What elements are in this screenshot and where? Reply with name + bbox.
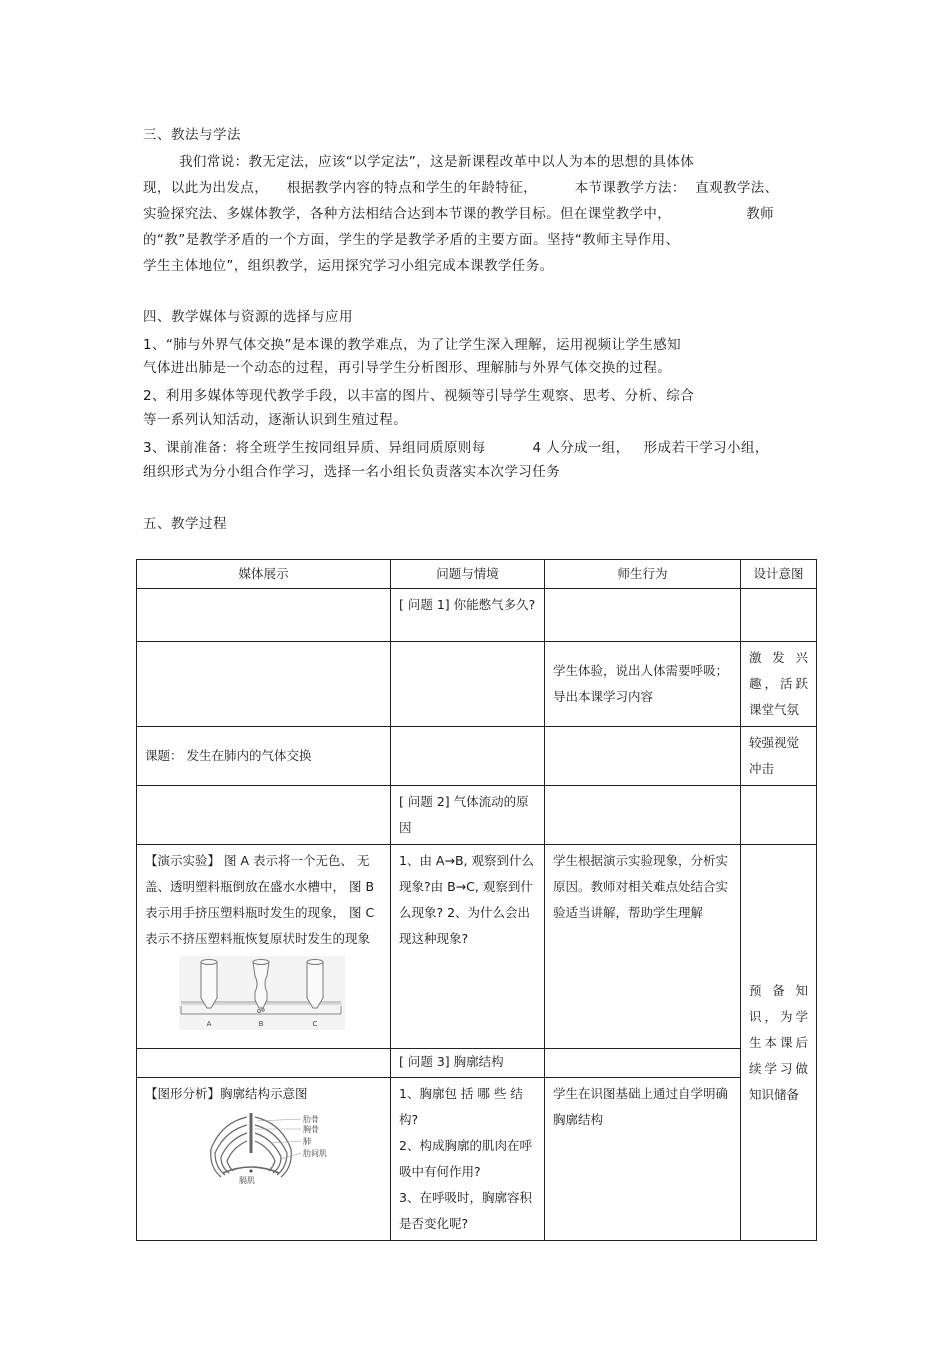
thorax-structure-figure xyxy=(201,1109,341,1185)
bottle-experiment-figure xyxy=(179,956,345,1030)
figure-label-c: C xyxy=(312,1020,318,1028)
thorax-label-rib: 肋骨 xyxy=(303,1115,319,1124)
question-cell: [ 问题 2] 气体流动的原因 xyxy=(391,786,545,845)
section-4-line: 1、“肺与外界气体交换”是本课的教学难点，为了让学生深入理解，运用视频让学生感知 xyxy=(143,337,682,353)
question-line: 2、构成胸廓的肌肉在呼吸中有何作用? xyxy=(399,1138,532,1179)
table-row xyxy=(137,1078,817,1241)
teaching-process-table xyxy=(136,559,817,1241)
table-row xyxy=(137,1049,817,1078)
intent-cell: 较强视觉冲击 xyxy=(741,727,817,786)
action-cell: 学生根据演示实验现象，分析实原因。教师对相关难点处结合实验适当讲解，帮助学生理解 xyxy=(545,845,741,1049)
section-4-line: 组织形式为分小组合作学习，选择一名小组长负责落实本次学习任务 xyxy=(143,464,560,480)
header-intent: 设计意图 xyxy=(741,560,817,589)
section-3-title: 三、教法与学法 xyxy=(143,127,241,143)
media-cell xyxy=(137,1078,391,1241)
action-cell: 学生在识图基础上通过自学明确胸廓结构 xyxy=(545,1078,741,1241)
table-row xyxy=(137,845,817,1049)
figure-label-a: A xyxy=(206,1020,212,1028)
experiment-text: 【演示实验】 图 A 表示将一个无色、 无盖、透明塑料瓶倒放在盛水水槽中， 图 B 表示用手挤压塑料瓶时发生的现象， 图 C 表示不挤压塑料瓶恢复原状时发生的现象 xyxy=(145,853,375,946)
section-4-line: 等一系列认知活动，逐渐认识到生殖过程。 xyxy=(143,412,408,428)
header-action: 师生行为 xyxy=(545,560,741,589)
action-cell: 学生体验，说出人体需要呼吸；导出本课学习内容 xyxy=(545,642,741,727)
section-3-line: 的“教”是教学矛盾的一个方面，学生的学是教学矛盾的主要方面。坚持“教师主导作用、 xyxy=(143,232,680,248)
section-4-line: 3、课前准备：将全班学生按同组异质、异组同质原则每 4 人分成一组， 形成若干学习小组， xyxy=(143,440,769,456)
question-cell: [ 问题 3] 胸廓结构 xyxy=(391,1049,545,1078)
thorax-label-sternum: 胸骨 xyxy=(303,1125,319,1134)
section-5-title: 五、教学过程 xyxy=(143,516,227,532)
table-row xyxy=(137,642,817,727)
question-cell xyxy=(391,1078,545,1241)
header-question: 问题与情境 xyxy=(391,560,545,589)
section-3-line: 实验探究法、多媒体教学，各种方法相结合达到本节课的教学目标。但在课堂教学中， 教师 xyxy=(143,206,775,222)
intent-cell: 激 发 兴 趣，活跃课堂气氛 xyxy=(741,642,817,727)
section-4-title: 四、教学媒体与资源的选择与应用 xyxy=(143,309,353,325)
thorax-label-intercostal: 肋间肌 xyxy=(303,1149,327,1158)
figure-analysis-text: 【图形分析】胸廓结构示意图 xyxy=(145,1086,308,1101)
section-4-line: 气体进出肺是一个动态的过程，再引导学生分析图形、理解肺与外界气体交换的过程。 xyxy=(143,360,672,376)
section-3-line: 我们常说：教无定法，应该“以学定法”，这是新课程改革中以人为本的思想的具体体 xyxy=(179,154,695,170)
intent-cell: 预 备 知 识，为学生本课后续学习做知识储备 xyxy=(741,845,817,1241)
question-cell: [ 问题 1] 你能憋气多久? xyxy=(391,589,545,642)
section-3-line: 现，以此为出发点， 根据教学内容的特点和学生的年龄特征， 本节课教学方法： 直观教学法、 xyxy=(143,180,779,196)
thorax-label-diaphragm: 膈肌 xyxy=(239,1176,255,1185)
table-row xyxy=(137,727,817,786)
thorax-label-lung: 肺 xyxy=(303,1137,311,1146)
media-cell: 课题： 发生在肺内的气体交换 xyxy=(137,727,391,786)
section-3-line: 学生主体地位”，组织教学，运用探究学习小组完成本课教学任务。 xyxy=(143,258,554,274)
table-row xyxy=(137,589,817,642)
media-cell xyxy=(137,845,391,1049)
section-4-line: 2、利用多媒体等现代教学手段，以丰富的图片、视频等引导学生观察、思考、分析、综合 xyxy=(143,388,695,404)
question-line: 3、在呼吸时，胸廓容积是否变化呢? xyxy=(399,1190,532,1231)
question-cell: 1、由 A→B, 观察到什么现象?由 B→C, 观察到什么现象? 2、为什么会出现这种现象? xyxy=(391,845,545,1049)
question-line: 1、胸廓包 括 哪 些 结构? xyxy=(399,1086,523,1127)
header-media: 媒体展示 xyxy=(137,560,391,589)
figure-label-b: B xyxy=(258,1020,264,1028)
table-row xyxy=(137,786,817,845)
table-header-row xyxy=(137,560,817,589)
